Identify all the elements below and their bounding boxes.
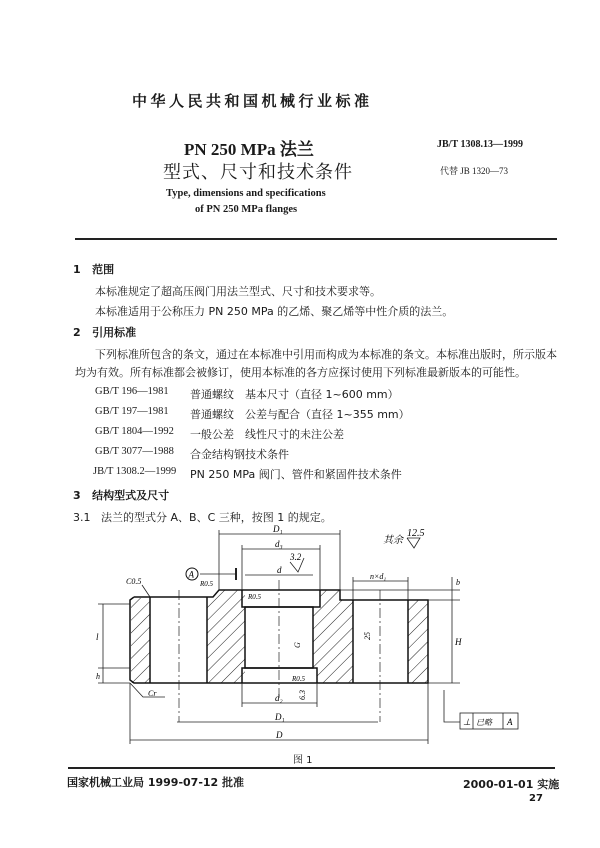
- ref-code: GB/T 197—1981: [95, 406, 169, 417]
- datum-label: A: [188, 569, 194, 580]
- perpendicularity-icon: ⊥: [463, 717, 471, 727]
- footer-rule: [68, 767, 555, 769]
- standard-code: JB/T 1308.13—1999: [437, 139, 523, 150]
- dim-label-H: H: [455, 637, 462, 647]
- ref-code: GB/T 1804—1992: [95, 426, 174, 437]
- radius-label: R0.5: [200, 580, 214, 588]
- section-num: 2: [73, 326, 81, 339]
- roughness-3-2: 3.2: [290, 552, 302, 562]
- dim-label-D1: D₁: [273, 524, 283, 534]
- thread-label: G: [293, 642, 302, 648]
- section-title: 结构型式及尺寸: [92, 489, 170, 502]
- tolerance-frame: [460, 713, 518, 729]
- title-line-2: 型式、尺寸和技术条件: [163, 162, 353, 183]
- roughness-rest-label: 其余: [383, 535, 403, 546]
- dim-label-l: l: [96, 632, 99, 642]
- section-title: 范围: [92, 263, 115, 276]
- dim-label-D: D: [276, 730, 283, 740]
- tolerance-value: 已略: [476, 718, 492, 727]
- page-number: 27: [529, 793, 543, 804]
- ref-code: JB/T 1308.2—1999: [93, 466, 177, 477]
- dim-label-h: h: [96, 672, 100, 681]
- dim-label-d: d: [277, 565, 282, 575]
- radius-label: R0.5: [248, 593, 262, 601]
- english-title-1: Type, dimensions and specifications: [166, 188, 326, 199]
- title-line-1: PN 250 MPa 法兰: [184, 140, 314, 159]
- standard-org: 中华人民共和国机械行业标准: [132, 92, 373, 110]
- ref-title: PN 250 MPa 阀门、管件和紧固件技术条件: [190, 468, 402, 481]
- section-num: 1: [73, 263, 81, 276]
- roughness-symbol-icon: [407, 538, 420, 548]
- roughness-25: 25: [363, 632, 372, 640]
- tolerance-datum: A: [507, 717, 513, 727]
- paragraph: 均为有效。所有标准都会被修订，使用本标准的各方应探讨使用下列标准最新版本的可能性。: [75, 366, 526, 379]
- ref-title: 普通螺纹 基本尺寸（直径 1~600 mm）: [190, 388, 399, 401]
- dim-label-d2: d₂: [275, 693, 283, 703]
- ref-code: GB/T 3077—1988: [95, 446, 174, 457]
- section-title: 引用标准: [92, 326, 137, 339]
- effective-date: 2000-01-01 实施: [463, 778, 560, 791]
- replaces-note: 代替 JB 1320—73: [440, 166, 509, 176]
- figure-caption: 图 1: [293, 755, 313, 766]
- ref-title: 普通螺纹 公差与配合（直径 1~355 mm）: [190, 408, 410, 421]
- ref-code: GB/T 196—1981: [95, 386, 169, 397]
- paragraph: 本标准适用于公称压力 PN 250 MPa 的乙烯、聚乙烯等中性介质的法兰。: [95, 305, 454, 318]
- clause-num: 3.1: [73, 511, 91, 524]
- chamfer-label: Cr: [148, 689, 157, 698]
- chamfer-label: C0.5: [126, 577, 142, 586]
- clause-text: 法兰的型式分 A、B、C 三种，按图 1 的规定。: [101, 511, 332, 524]
- dim-label-b: b: [456, 578, 460, 587]
- radius-label: R0.5: [292, 675, 306, 683]
- issue-date: 国家机械工业局 1999-07-12 批准: [67, 776, 245, 789]
- section-num: 3: [73, 489, 81, 502]
- dim-label-D1-bottom: D₁: [275, 712, 285, 722]
- english-title-2: of PN 250 MPa flanges: [195, 204, 298, 215]
- paragraph: 下列标准所包含的条文，通过在本标准中引用而构成为本标准的条文。本标准出版时，所示版本: [95, 348, 557, 361]
- ref-title: 一般公差 线性尺寸的未注公差: [190, 428, 344, 441]
- ref-title: 合金结构钢技术条件: [190, 448, 289, 461]
- roughness-6-3: 6.3: [298, 690, 307, 700]
- dim-label-d3: d₃: [275, 539, 283, 549]
- roughness-rest-value: 12.5: [407, 528, 425, 539]
- dim-label-n-d1: n×d₁: [370, 572, 387, 581]
- hatched-sections: [131, 590, 428, 683]
- paragraph: 本标准规定了超高压阀门用法兰型式、尺寸和技术要求等。: [95, 285, 381, 298]
